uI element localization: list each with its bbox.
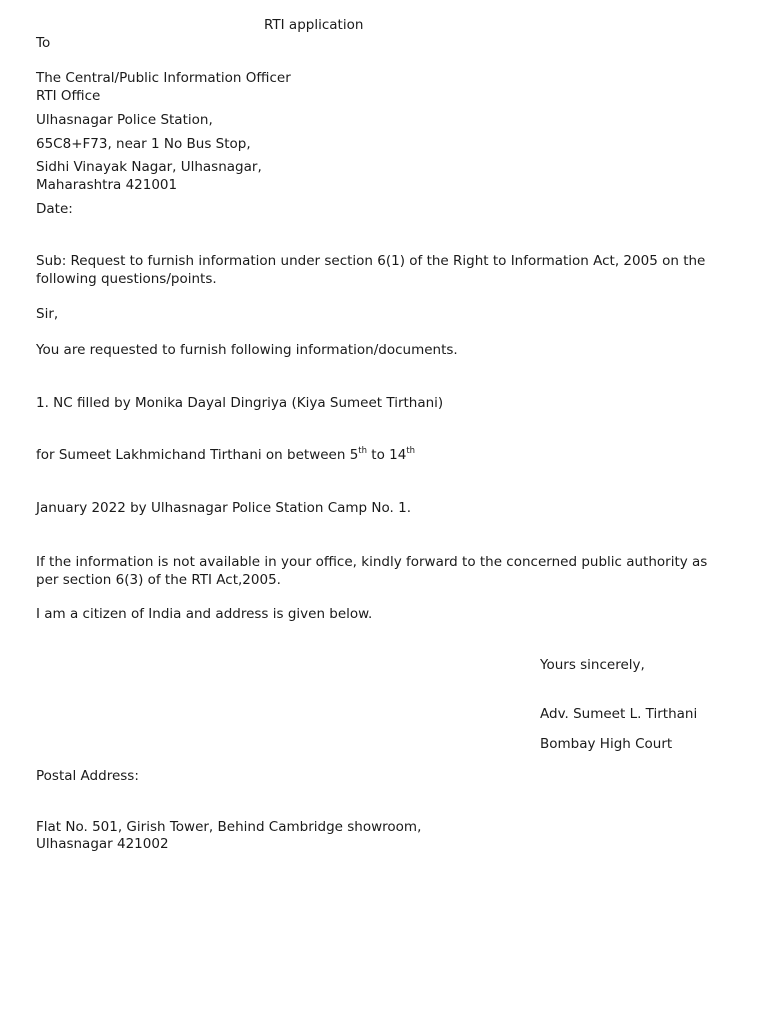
ordinal-suffix: th (358, 446, 368, 456)
signatory-court: Bombay High Court (540, 736, 673, 752)
recipient-address-line-1: Ulhasnagar Police Station, (36, 112, 213, 128)
postal-address-line-1: Flat No. 501, Girish Tower, Behind Cambridge showroom, (36, 819, 422, 835)
request-item-1-date: January 2022 by Ulhasnagar Police Station Camp No. 1. (36, 500, 411, 516)
postal-address-line-2: Ulhasnagar 421002 (36, 836, 169, 852)
item-text-part: for Sumeet Lakhmichand Tirthani on between 5 (36, 447, 359, 463)
postal-address-label: Postal Address: (36, 768, 139, 784)
request-intro: You are requested to furnish following information/documents. (36, 342, 458, 358)
request-item-1: 1. NC filled by Monika Dayal Dingriya (Kiya Sumeet Tirthani) (36, 395, 444, 411)
item-text-part: to 14 (367, 447, 407, 463)
document-title: RTI application (264, 17, 364, 33)
recipient-address-line-3: Sidhi Vinayak Nagar, Ulhasnagar, (36, 159, 262, 175)
recipient-address-line-4: Maharashtra 421001 (36, 177, 178, 193)
signatory-name: Adv. Sumeet L. Tirthani (540, 706, 698, 722)
citizen-note: I am a citizen of India and address is given below. (36, 606, 373, 622)
recipient-officer: The Central/Public Information Officer (36, 70, 291, 86)
subject-line: Sub: Request to furnish information under section 6(1) of the Right to Information Act, 2005 on the following questions/points. (36, 253, 706, 287)
forward-note: If the information is not available in your office, kindly forward to the concerned public authority as per section 6(3) of the RTI Act,2005. (36, 554, 708, 588)
recipient-office: RTI Office (36, 88, 101, 104)
recipient-address-line-2: 65C8+F73, near 1 No Bus Stop, (36, 136, 251, 152)
ordinal-suffix: th (406, 446, 416, 456)
date-label: Date: (36, 201, 73, 217)
to-label: To (36, 35, 51, 51)
salutation: Sir, (36, 306, 59, 322)
closing: Yours sincerely, (540, 657, 645, 673)
request-item-1-continued (36, 446, 415, 464)
